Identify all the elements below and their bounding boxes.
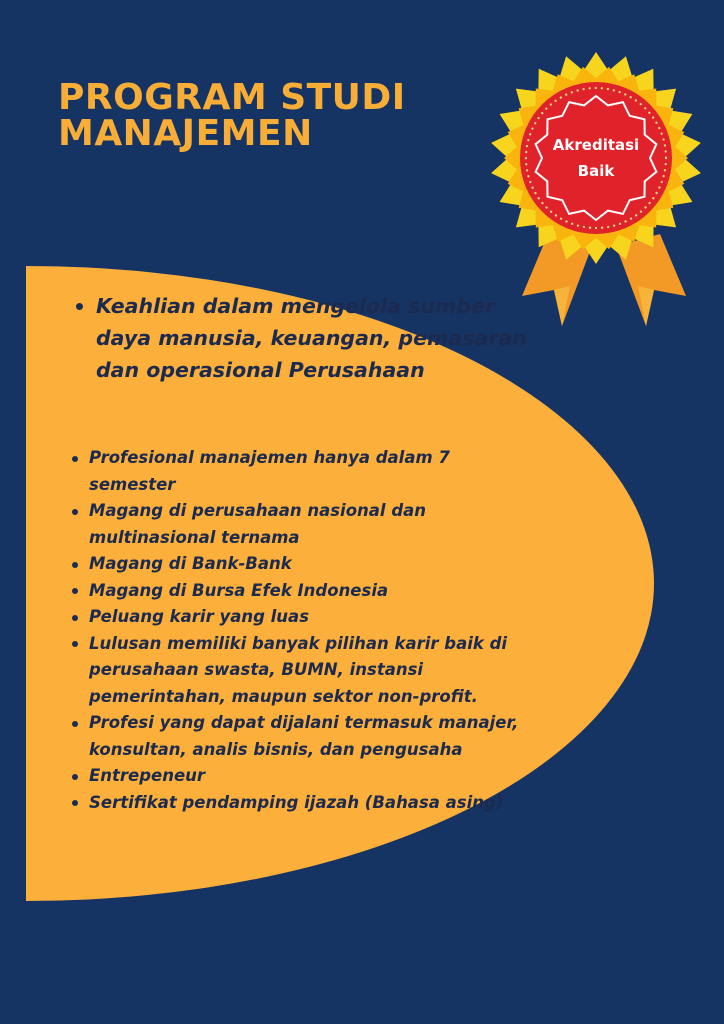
badge-label-line-1: Akreditasi <box>552 136 640 154</box>
list-item: Magang di perusahaan nasional dan multinasional ternama <box>72 498 542 551</box>
list-item: Magang di Bursa Efek Indonesia <box>72 578 542 605</box>
list-item: Magang di Bank-Bank <box>72 551 542 578</box>
list-item: Lulusan memiliki banyak pilihan karir baik di perusahaan swasta, BUMN, instansi pemerintahan, maupun sektor non-profit. <box>72 631 542 711</box>
list-item: Peluang karir yang luas <box>72 604 542 631</box>
feature-list <box>72 445 542 816</box>
lead-item: Keahlian dalam mengelola sumber daya manusia, keuangan, pemasaran dan operasional Perusahaan <box>76 290 536 386</box>
list-item: Profesi yang dapat dijalani termasuk manajer, konsultan, analis bisnis, dan pengusaha <box>72 710 542 763</box>
badge-label <box>534 132 658 184</box>
lead-list <box>76 290 536 386</box>
list-item: Entrepeneur <box>72 763 542 790</box>
page-title <box>58 77 406 154</box>
title-line-1: PROGRAM STUDI <box>58 77 406 118</box>
title-line-2: MANAJEMEN <box>58 113 313 154</box>
list-item: Sertifikat pendamping ijazah (Bahasa asing) <box>72 790 542 817</box>
list-item: Profesional manajemen hanya dalam 7 semester <box>72 445 542 498</box>
badge-label-line-2: Baik <box>577 162 615 180</box>
accreditation-badge-icon <box>478 44 710 334</box>
ribbon-left <box>522 234 592 326</box>
